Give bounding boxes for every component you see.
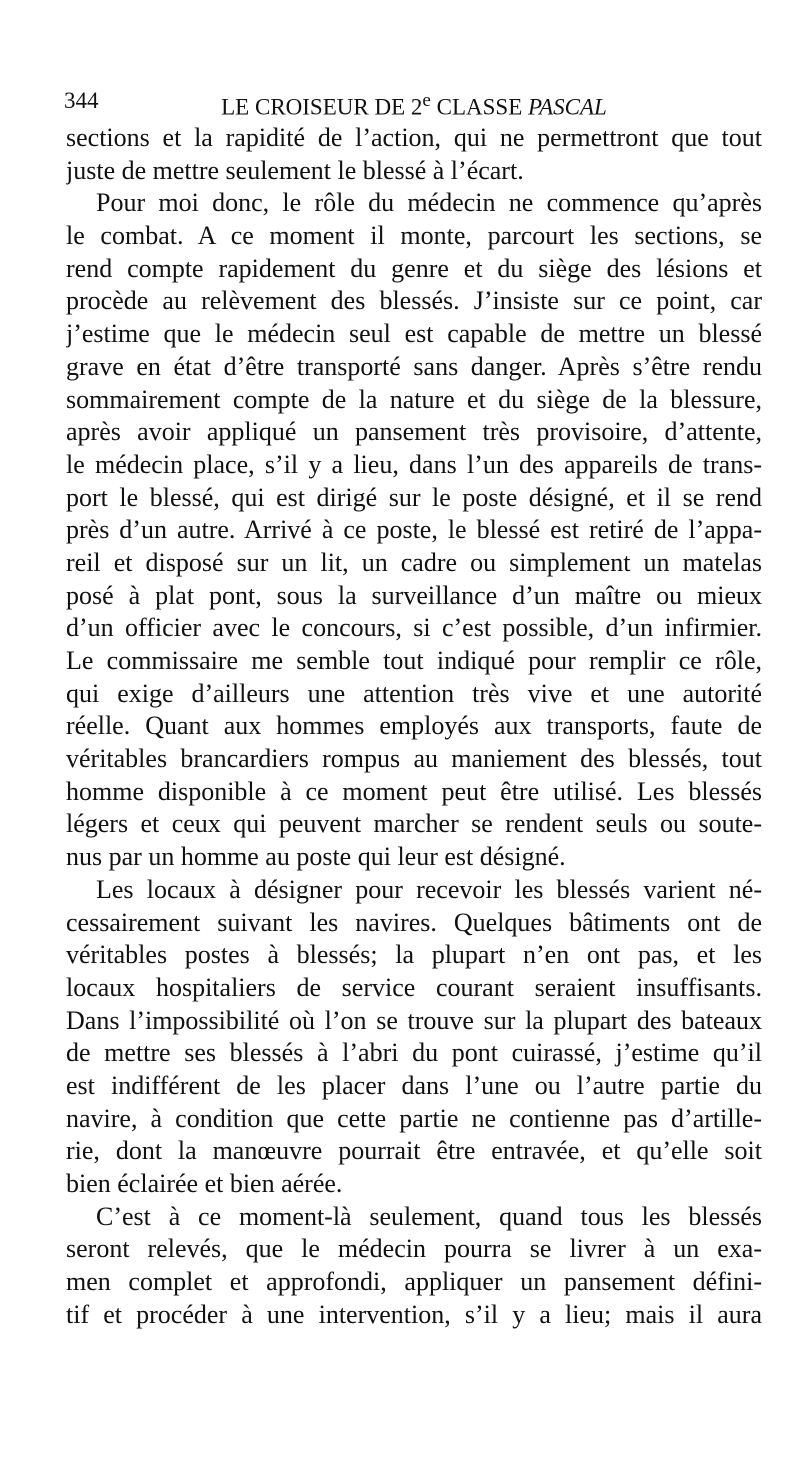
text-line: Les locaux à désigner pour recevoir les blessés varient né- (96, 874, 762, 904)
text-line: de mettre ses blessés à l’abri du pont cuirassé, j’estime qu’il (66, 1038, 762, 1068)
text-line: véritables postes à blessés; la plupart n’en ont pas, et les (66, 940, 762, 970)
text-line: cessairement suivant les navires. Quelques bâtiments ont de (66, 907, 762, 937)
text-line: sommairement compte de la nature et du siège de la blessure, (66, 384, 762, 414)
text-line: nus par un homme au poste qui leur est désigné. (66, 842, 566, 872)
text-line: j’estime que le médecin seul est capable de mettre un blessé (66, 319, 762, 349)
text-line: légers et ceux qui peuvent marcher se rendent seuls ou soute- (66, 809, 762, 839)
text-line: près d’un autre. Arrivé à ce poste, le blessé est retiré de l’appa- (66, 515, 762, 545)
text-line: tif et procéder à une intervention, s’il y a lieu; mais il aura (66, 1299, 762, 1329)
running-title-superscript: e (422, 90, 431, 111)
body-text (66, 122, 762, 1331)
text-line: Pour moi donc, le rôle du médecin ne commence qu’après (96, 188, 762, 218)
running-header (64, 84, 764, 118)
page-number: 344 (64, 88, 99, 113)
text-line: reil et disposé sur un lit, un cadre ou simplement un matelas (66, 547, 762, 577)
text-line: après avoir appliqué un pansement très provisoire, d’attente, (66, 417, 762, 447)
text-line: réelle. Quant aux hommes employés aux transports, faute de (66, 711, 762, 741)
text-line: rie, dont la manœuvre pourrait être entravée, et qu’elle soit (66, 1136, 762, 1166)
text-line: le combat. A ce moment il monte, parcourt les sections, se (66, 221, 762, 251)
running-title-ship-name: PASCAL (528, 94, 607, 120)
text-line: grave en état d’être transporté sans danger. Après s’être rendu (66, 351, 762, 381)
text-line: C’est à ce moment-là seulement, quand tous les blessés (96, 1201, 762, 1231)
text-line: procède au relèvement des blessés. J’insiste sur ce point, car (66, 286, 762, 316)
text-line: Dans l’impossibilité où l’on se trouve sur la plupart des bateaux (66, 1005, 762, 1035)
text-line: d’un officier avec le concours, si c’est possible, d’un infirmier. (66, 613, 762, 643)
text-line: le médecin place, s’il y a lieu, dans l’un des appareils de trans- (66, 449, 762, 479)
text-line: port le blessé, qui est dirigé sur le poste désigné, et il se rend (66, 482, 762, 512)
text-line: Le commissaire me semble tout indiqué pour remplir ce rôle, (66, 646, 762, 675)
text-line: est indifférent de les placer dans l’une ou l’autre partie du (66, 1070, 762, 1100)
text-line: bien éclairée et bien aérée. (66, 1169, 343, 1198)
running-title-middle: CLASSE (430, 94, 529, 120)
text-line: véritables brancardiers rompus au maniement des blessés, tout (66, 744, 762, 774)
text-line: men complet et approfondi, appliquer un pansement défini- (66, 1267, 762, 1297)
text-line: posé à plat pont, sous la surveillance d’un maître ou mieux (66, 580, 762, 610)
text-line: juste de mettre seulement le blessé à l’écart. (66, 155, 524, 185)
text-line: qui exige d’ailleurs une attention très vive et une autorité (66, 678, 762, 708)
running-title-main: LE CROISEUR DE 2 (221, 94, 423, 120)
text-line: seront relevés, que le médecin pourra se livrer à un exa- (66, 1234, 762, 1264)
text-line: homme disponible à ce moment peut être utilisé. Les blessés (66, 776, 762, 806)
text-line: locaux hospitaliers de service courant seraient insuffisants. (66, 972, 762, 1002)
text-line: navire, à condition que cette partie ne contienne pas d’artille- (66, 1103, 762, 1133)
text-line: rend compte rapidement du genre et du siège des lésions et (66, 253, 762, 283)
running-title (64, 84, 764, 125)
text-line: sections et la rapidité de l’action, qui ne permettront que tout (66, 123, 762, 152)
